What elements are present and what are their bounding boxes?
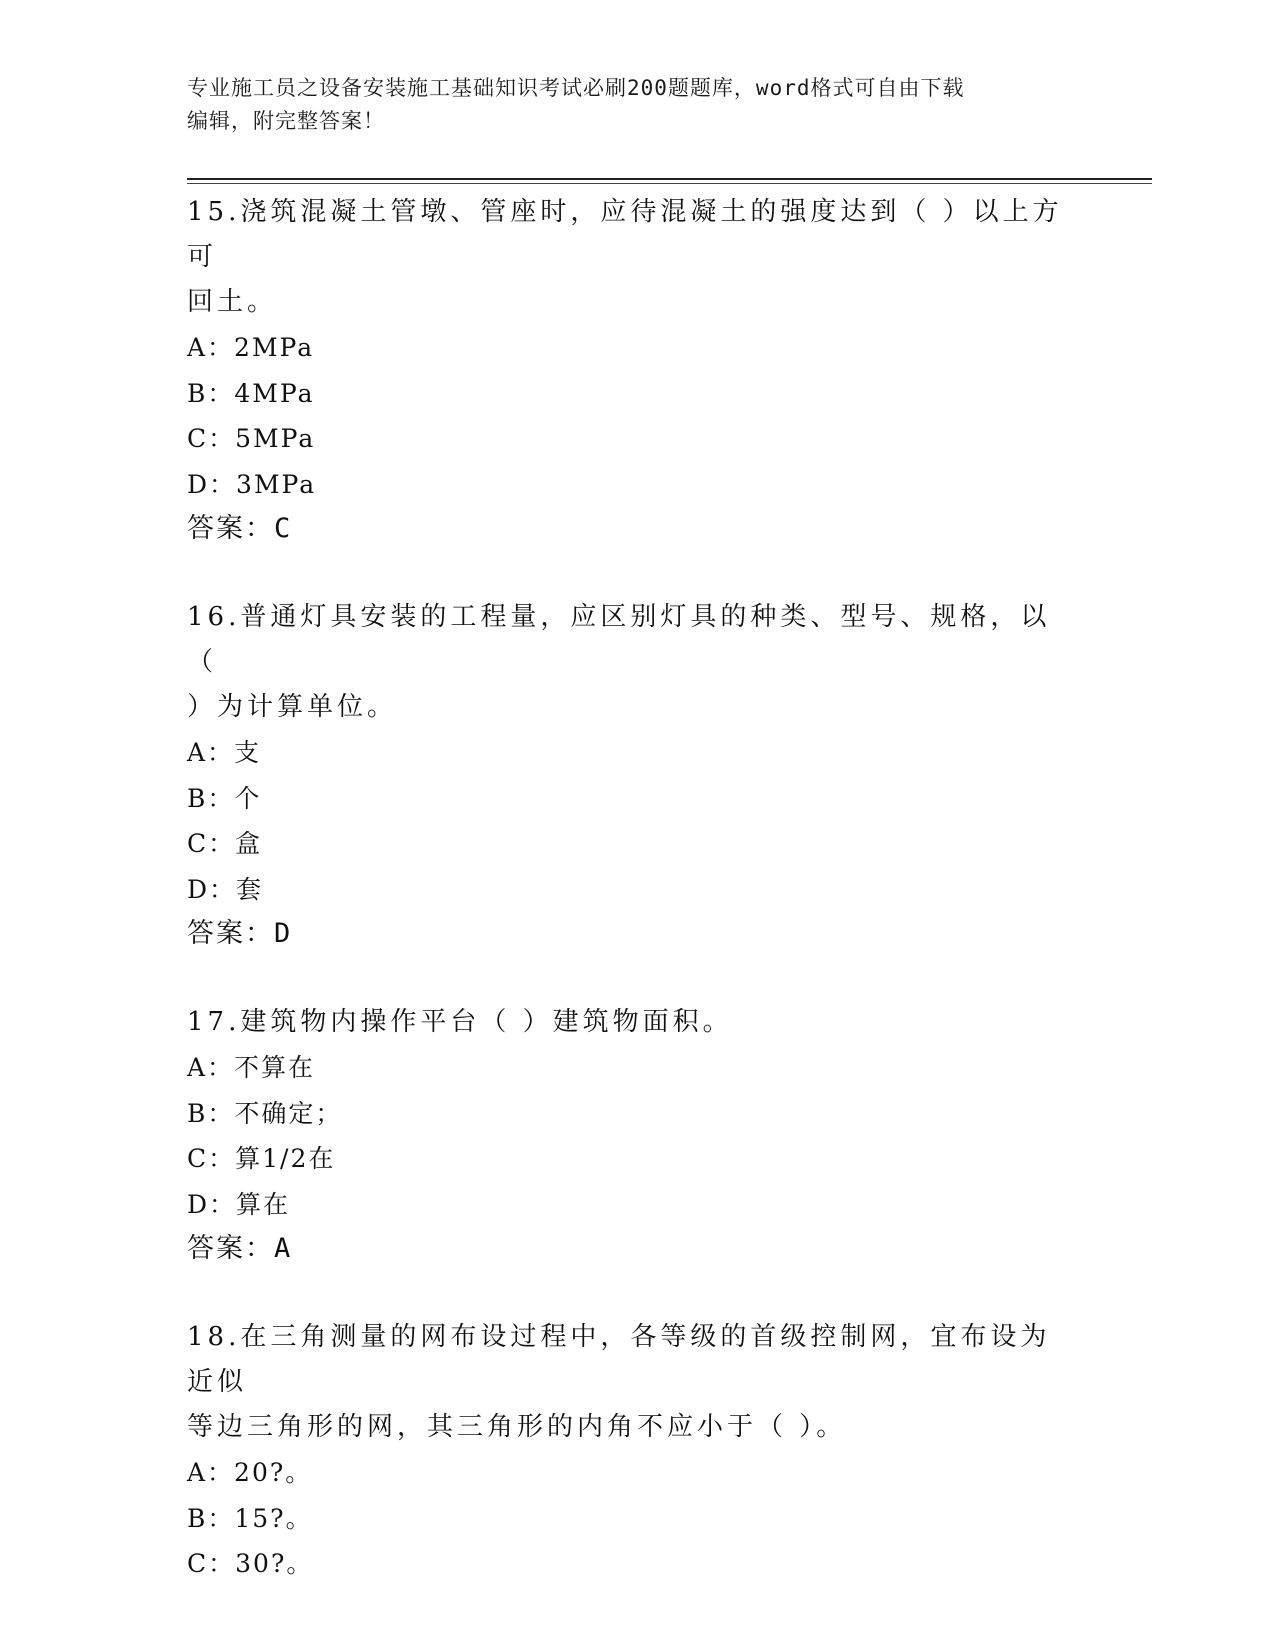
question-16 — [187, 595, 1067, 956]
document-header — [187, 72, 1067, 138]
answer-label: 答案： — [187, 1233, 274, 1264]
answer-line — [187, 1227, 1067, 1271]
answer-line — [187, 912, 1067, 956]
option-a: A：2MPa — [187, 333, 315, 362]
answer-value: D — [274, 918, 293, 949]
question-18 — [187, 1315, 1067, 1587]
question-stem-line: 回土。 — [187, 287, 278, 317]
question-list — [187, 190, 1067, 1631]
question-stem-line: ）为计算单位。 — [187, 692, 398, 722]
answer-label: 答案： — [187, 918, 274, 949]
option-b: B：15?。 — [187, 1503, 313, 1533]
option-c: C：30?。 — [187, 1549, 314, 1578]
option-d: D：3MPa — [187, 469, 317, 499]
header-line-1: 专业施工员之设备安装施工基础知识考试必刷200题题库，word格式可自由下载 — [187, 76, 965, 100]
option-list — [187, 730, 1067, 912]
option-c: C：盒 — [187, 829, 263, 858]
answer-value: C — [274, 513, 293, 544]
answer-value: A — [274, 1233, 293, 1264]
question-17 — [187, 1000, 1067, 1271]
option-b: B：4MPa — [187, 378, 315, 408]
question-stem-line: 17.建筑物内操作平台（ ）建筑物面积。 — [187, 1007, 733, 1037]
question-stem-line: 16.普通灯具安装的工程量，应区别灯具的种类、型号、规格，以（ — [187, 602, 1051, 677]
option-list — [187, 1450, 1067, 1587]
answer-line — [187, 507, 1067, 551]
question-15 — [187, 190, 1067, 551]
option-d: D：算在 — [187, 1189, 291, 1219]
option-list — [187, 325, 1067, 507]
option-a: A：支 — [187, 738, 262, 767]
header-line-2: 编辑，附完整答案！ — [187, 109, 385, 133]
option-b: B：不确定； — [187, 1098, 343, 1128]
option-c: C：5MPa — [187, 424, 316, 453]
option-a: A：20?。 — [187, 1458, 313, 1487]
question-stem-line: 18.在三角测量的网布设过程中，各等级的首级控制网，宜布设为近似 — [187, 1322, 1051, 1397]
question-stem-line: 等边三角形的网，其三角形的内角不应小于（ ）。 — [187, 1412, 847, 1442]
question-stem-line: 15.浇筑混凝土管墩、管座时，应待混凝土的强度达到（ ）以上方可 — [187, 197, 1063, 272]
option-b: B：个 — [187, 783, 262, 813]
option-a: A：不算在 — [187, 1053, 316, 1082]
answer-label: 答案： — [187, 513, 274, 544]
header-divider-thin — [187, 183, 1152, 184]
option-d: D：套 — [187, 874, 264, 904]
header-divider-thick — [187, 178, 1152, 180]
option-c: C：算1/2在 — [187, 1144, 336, 1173]
option-list — [187, 1045, 1067, 1227]
